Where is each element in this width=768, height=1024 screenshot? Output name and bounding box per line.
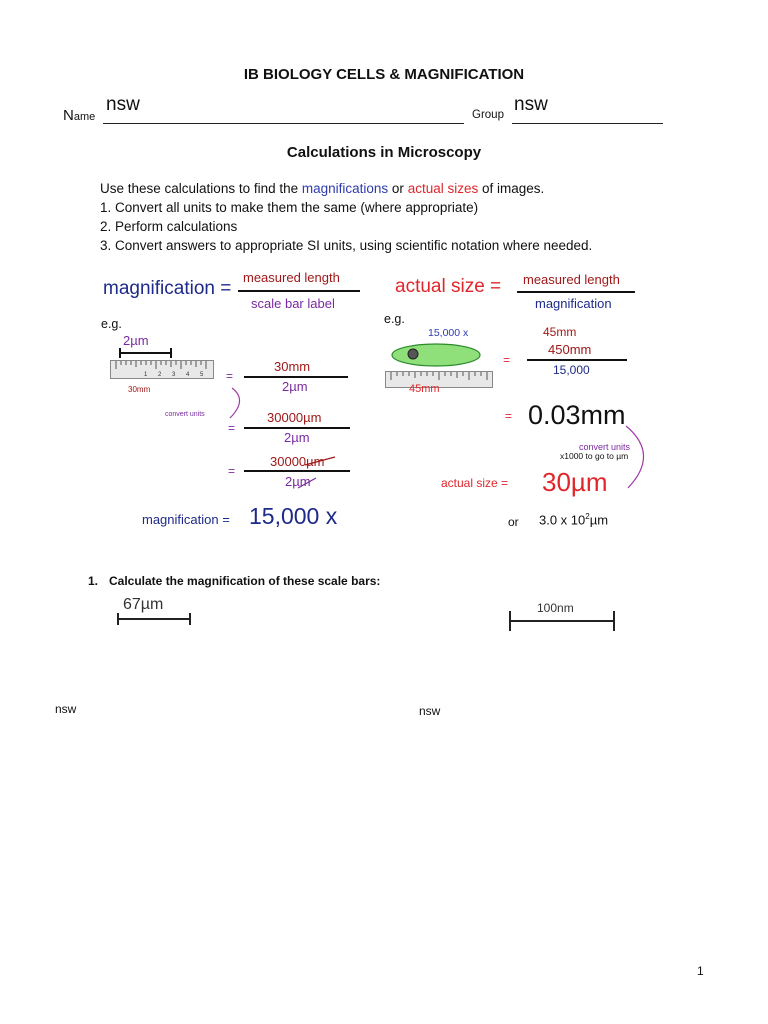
- convert-detail-right: x1000 to go to µm: [560, 451, 629, 461]
- convert-note-left: convert units: [165, 411, 205, 418]
- group-label: Group: [472, 109, 504, 121]
- result-in-mm: 0.03mm: [528, 400, 626, 430]
- name-label: [63, 107, 95, 124]
- page-title: IB BIOLOGY CELLS & MAGNIFICATION: [243, 66, 525, 83]
- right-step1-denominator: 15,000: [553, 363, 590, 377]
- right-top-note: 45mm: [543, 325, 577, 339]
- or-label: or: [508, 515, 519, 529]
- page-number: 1: [697, 964, 704, 978]
- magnification-formula-lhs: magnification =: [103, 278, 232, 299]
- step2-denominator: 2µm: [284, 430, 310, 445]
- svg-text:3: 3: [172, 372, 176, 378]
- sci-exponent: 2: [585, 512, 590, 521]
- answer-a-field[interactable]: nsw: [55, 702, 77, 716]
- instruction-step-1: 1. Convert all units to make them the same (where appropriate): [100, 200, 479, 215]
- question-1-text: Calculate the magnification of these scale bars:: [109, 574, 381, 588]
- actual-size-formula-fraction-line: [517, 291, 635, 293]
- convert-note-right: convert units: [579, 442, 631, 452]
- intro-magnifications: magnifications: [301, 181, 389, 196]
- intro-end: of images.: [478, 181, 545, 196]
- magnification-formula-fraction-line: [238, 290, 360, 292]
- svg-text:5: 5: [200, 372, 204, 378]
- convert-arrow-left: [222, 386, 252, 422]
- ruler-left-label: 30mm: [128, 385, 151, 394]
- step1-denominator: 2µm: [282, 379, 308, 394]
- cancel-stroke-numerator: [303, 454, 337, 468]
- step1-fraction-line: [244, 376, 348, 378]
- instruction-step-3: 3. Convert answers to appropriate SI units, using scientific notation where needed.: [100, 238, 593, 253]
- name-label-initial: N: [63, 107, 74, 124]
- magnification-result-label: magnification =: [142, 512, 230, 527]
- magnification-formula-denominator: scale bar label: [251, 296, 335, 311]
- ruler-right-label: 45mm: [409, 383, 440, 395]
- example-label-left: e.g.: [101, 317, 122, 331]
- cell-illustration: [390, 342, 482, 368]
- equals-sign-right-2: =: [505, 409, 513, 423]
- name-field-value[interactable]: nsw: [106, 94, 140, 115]
- ruler-left: [110, 360, 214, 380]
- scale-bar-b-label: 100nm: [537, 601, 574, 615]
- name-field-underline: [103, 123, 464, 124]
- equals-sign-2: =: [228, 421, 236, 435]
- instruction-step-2: 2. Perform calculations: [100, 219, 238, 234]
- scale-bar-label-2um: 2µm: [123, 333, 149, 348]
- right-step1-numerator: 450mm: [548, 342, 592, 357]
- step2-fraction-line: [244, 427, 350, 429]
- svg-text:1: 1: [144, 372, 148, 378]
- instructions-intro: [100, 181, 544, 196]
- scale-bar-b: [508, 610, 618, 632]
- section-title: Calculations in Microscopy: [286, 144, 482, 161]
- sci-base: 3.0 x 10: [539, 512, 586, 528]
- step1-numerator: 30mm: [274, 359, 311, 374]
- equals-sign-3: =: [228, 464, 236, 478]
- scale-bar-a-label: 67µm: [123, 596, 164, 613]
- actual-size-formula-numerator: measured length: [523, 272, 620, 287]
- magnification-formula-numerator: measured length: [243, 270, 340, 285]
- step3-denominator: 2µm: [285, 474, 311, 489]
- actual-size-formula-lhs: actual size =: [395, 276, 502, 297]
- scale-bar-2um: [118, 348, 176, 358]
- equals-sign-1: =: [226, 369, 234, 383]
- step2-numerator: 30000µm: [267, 410, 322, 425]
- svg-text:4: 4: [186, 372, 190, 378]
- example-magnification-label: 15,000 x: [428, 327, 469, 339]
- actual-size-formula-denominator: magnification: [535, 296, 612, 311]
- magnification-result-value: 15,000 x: [249, 503, 338, 529]
- right-step1-fraction-line: [527, 359, 627, 361]
- actual-size-result-value: 30µm: [542, 467, 608, 497]
- name-label-rest: ame: [73, 111, 96, 123]
- step3-numerator: 30000µm: [270, 454, 325, 469]
- group-field-underline: [512, 123, 663, 124]
- svg-text:2: 2: [158, 372, 162, 378]
- sci-unit: µm: [589, 512, 609, 528]
- example-label-right: e.g.: [384, 312, 405, 326]
- answer-b-field[interactable]: nsw: [419, 704, 441, 718]
- scale-bar-a: [116, 613, 194, 625]
- intro-or: or: [388, 181, 408, 196]
- cancel-stroke-denominator: [296, 476, 318, 490]
- intro-actual-sizes: actual sizes: [407, 181, 479, 196]
- step3-fraction-line: [244, 470, 350, 472]
- scientific-notation: [539, 512, 608, 527]
- intro-text-a: Use these calculations to find the: [100, 181, 302, 196]
- actual-size-result-label: actual size =: [441, 476, 509, 490]
- equals-sign-right-1: =: [503, 353, 511, 367]
- group-field-value[interactable]: nsw: [514, 94, 548, 115]
- question-1-number: 1.: [88, 574, 99, 588]
